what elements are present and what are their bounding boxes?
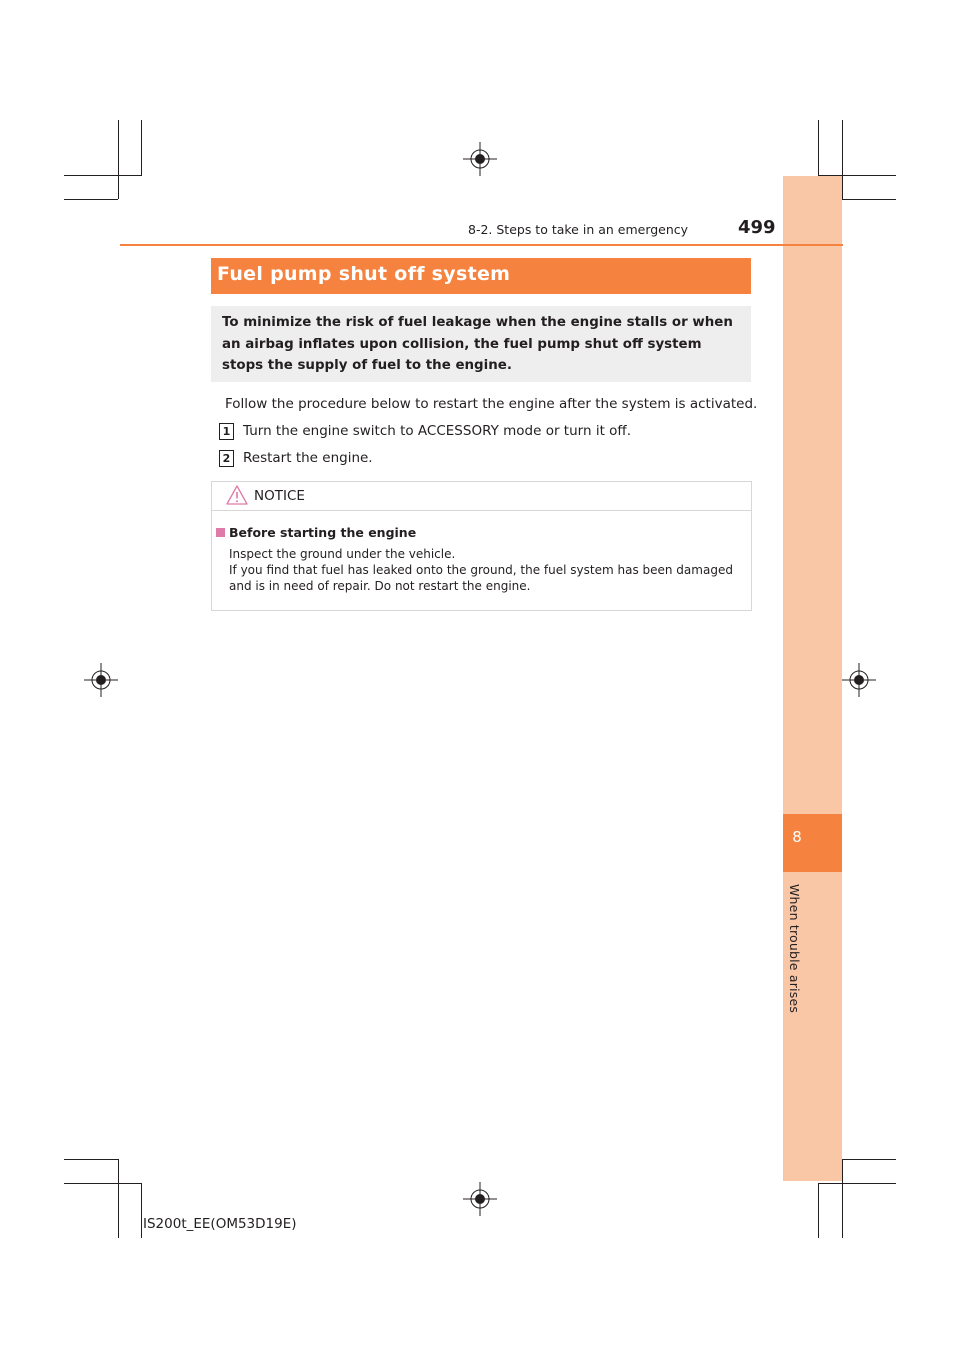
step-text: Turn the engine switch to ACCESSORY mode or turn it off. — [243, 423, 631, 439]
crop-mark — [842, 199, 896, 200]
notice-divider — [211, 510, 752, 511]
notice-heading: Before starting the engine — [229, 525, 417, 540]
document-code: IS200t_EE(OM53D19E) — [143, 1216, 297, 1232]
crop-mark — [842, 120, 843, 199]
notice-line: Inspect the ground under the vehicle. — [229, 547, 456, 561]
procedure-lead: Follow the procedure below to restart the engine after the system is activated. — [225, 396, 758, 412]
crop-mark — [818, 120, 819, 175]
crop-mark — [64, 1159, 118, 1160]
intro-text: To minimize the risk of fuel leakage when the engine stalls or when an airbag inflates upon collision, the fuel pump shut off system stops the supply of fuel to the engine. — [222, 315, 733, 373]
step-number-badge: 1 — [219, 423, 234, 440]
crop-mark — [141, 1183, 142, 1238]
crop-mark — [64, 1183, 142, 1184]
crop-mark — [118, 1159, 119, 1238]
registration-mark-icon — [463, 1182, 497, 1216]
step-number-badge: 2 — [219, 450, 234, 467]
crop-mark — [141, 120, 142, 175]
crop-mark — [842, 1159, 896, 1160]
registration-mark-icon — [84, 663, 118, 697]
notice-body — [229, 546, 743, 595]
registration-mark-icon — [463, 142, 497, 176]
crop-mark — [64, 175, 142, 176]
chapter-number: 8 — [792, 828, 802, 846]
crop-mark — [842, 1159, 843, 1238]
step-text: Restart the engine. — [243, 450, 373, 466]
crop-mark — [64, 199, 118, 200]
notice-label: NOTICE — [254, 488, 305, 504]
registration-mark-icon — [842, 663, 876, 697]
chapter-title: When trouble arises — [787, 884, 802, 1014]
running-header-section: 8-2. Steps to take in an emergency — [468, 222, 689, 237]
notice-line: If you find that fuel has leaked onto the ground, the fuel system has been damaged and is in need of repair. Do not restart the engine. — [229, 563, 733, 594]
section-title: Fuel pump shut off system — [217, 263, 511, 285]
crop-mark — [118, 120, 119, 199]
chapter-sidebar — [783, 176, 842, 1181]
crop-mark — [818, 1183, 819, 1238]
warning-triangle-icon — [225, 484, 249, 506]
header-rule — [120, 244, 843, 246]
crop-mark — [818, 1183, 896, 1184]
page-number: 499 — [738, 217, 776, 238]
bullet-square-icon — [216, 528, 225, 537]
